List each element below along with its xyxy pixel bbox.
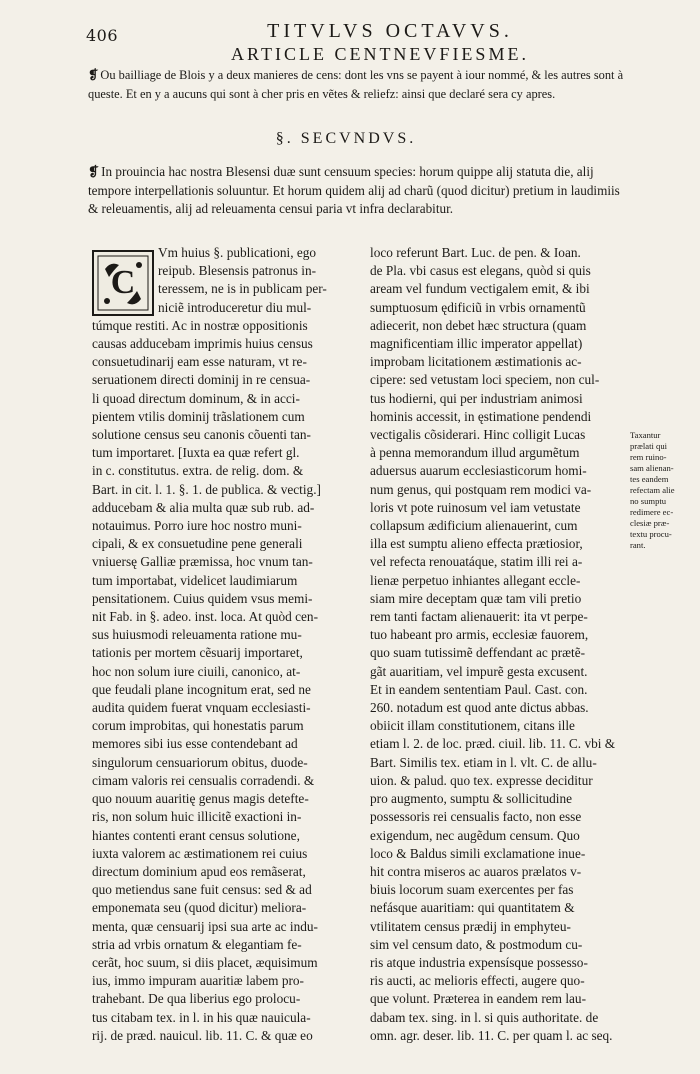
right-column-line: cipere: sed vetustam loci speciem, non cul- [370,372,600,388]
left-column-line: directum dominium apud eos remãserat, [92,863,306,879]
margin-note-line: textu procu- [630,529,672,539]
left-column-line: cimam valoris rei censualis corradendi. & [92,772,315,788]
left-column-line: adducebam & alia multa quæ sub rub. ad- [92,499,315,515]
right-column-line: exigendum, nec augẽdum censum. Quo [370,827,580,843]
latin-intro-text: In prouincia hac nostra Blesensi duæ sunt censuum species: horum quippe alij statuta die, alij tempore interpellationis soluuntur. Et horum quidem alij ad charũ (quod dicitur) pretium in laudimiis & releuamentis, alij ad releuamenta censui paria vt infra declarabitur. [88,164,620,216]
left-column-line: quo metiendus sane fuit census: sed & ad [92,882,312,898]
left-column-line: iuxta valorem ac æstimationem rei cuius [92,845,308,861]
left-column-line: hiantes contenti erant census solutione, [92,827,300,843]
left-column-line: Bart. in cit. l. 1. §. 1. de publica. & vectig.] [92,481,321,497]
right-column-line: Bart. Similis tex. etiam in l. vlt. C. de allu- [370,754,597,770]
right-column-line: siam mire deceptam quæ tam vili pretio [370,590,582,606]
right-column-line: improbam licitationem æstimationis ac- [370,354,582,370]
right-column-line: biuis locorum suam exercentes per fas [370,882,574,898]
right-column-line: rem tanti factam alienauerit: ita vt perpe- [370,609,588,625]
left-column-line: cipali, & ex consuetudine pene generali [92,536,303,552]
paragraph-marker-icon: ❡ [88,164,100,179]
right-column-line: que volunt. Præterea in eandem rem lau- [370,991,587,1007]
left-column-line: seruationem directi dominij in re censua- [92,372,311,388]
left-column-line: tationis per mortem cẽsuarij importaret, [92,645,303,661]
french-paragraph-text: Ou bailliage de Blois y a deux manieres de cens: dont les vns se payent à iour nommé, & les autres sont à queste. Et en y a aucuns qui sont à cher pris en vẽtes & reliefz: ainsi que declaré sera cy apres. [88,68,624,101]
left-column-line: hoc non solum iure ciuili, canonico, at- [92,663,301,679]
left-column-line: vniuersę Galliæ præmissa, hoc vnum tan- [92,554,313,570]
initial-letter: C [110,264,136,301]
running-head: TITVLVS OCTAVVS. [267,20,513,42]
right-column-line: adiecerit, non debet hæc structura (quam [370,317,587,333]
left-column-line: cerãt, hoc suum, si diis placet, æquisimum [92,954,318,970]
right-column-line: gãt auaritiam, vel impurẽ gesta excusent. [370,663,588,679]
right-column-line: tuo habeant pro armis, ecclesiæ fauorem, [370,627,589,643]
right-column-line: loris vt pote ruinosum vel iam vetustate [370,499,581,515]
left-column-line: in c. constitutus. extra. de relig. dom. & [92,463,304,479]
margin-note-line: sam alienan- [630,463,674,473]
left-column [92,244,348,1045]
right-column-line: magnificentiam illic imperator appellat) [370,336,583,352]
left-column-line: solutione census seu canonis cõuenti tan- [92,427,311,443]
right-column-line: nefásque auaritiam: qui quantitatem & [370,900,575,916]
left-column-line: tum importabat, videlicet laudimiarum [92,572,298,588]
right-column-line: vectigalis cõsiderari. Hinc colligit Lucas [370,427,586,443]
right-column-line: uion. & palud. quo tex. expresse deciditur [370,772,593,788]
margin-note-line: prælati qui [630,441,667,451]
right-column-line: vtilitatem census prædij in emphyteu- [370,918,571,934]
margin-note-line: rant. [630,540,646,550]
right-column [370,244,626,1045]
left-column-line: rij. de præd. nauicul. lib. 11. C. & quæ eo [92,1027,313,1043]
right-column-line: tus hodierni, qui per industriam animosi [370,390,583,406]
left-column-line: menta, quæ censuarij ipsi sua arte ac indu- [92,918,318,934]
french-paragraph [88,66,628,104]
right-column-line: hit contra miseros ac auaros prælatos v- [370,863,582,879]
margin-note-line: clesiæ præ- [630,518,670,528]
left-column-line: li quoad directum dominum, & in acci- [92,390,300,406]
right-column-line: aduersus auarum ecclesiasticorum homi- [370,463,587,479]
paragraph-marker-icon: ❡ [88,68,99,82]
right-column-line: Et in eandem sententiam Paul. Cast. con. [370,681,588,697]
right-column-line: pro augmento, sumptu & sollicitudine [370,791,573,807]
margin-note-line: tes eandem [630,474,669,484]
left-column-line: nit Fab. in §. adeo. inst. loca. At quòd cen- [92,609,319,625]
right-column-line: illa est sumptu alieno effecta prætiosior, [370,536,583,552]
left-column-line: ris, non solum huic illicitẽ exactioni in- [92,809,302,825]
left-column-line: túmque restiti. Ac in nostræ oppositionis [92,317,308,333]
right-column-line: dabam tex. sing. in l. si quis authoritate. de [370,1009,599,1025]
margin-note-line: rem ruino- [630,452,667,462]
left-column-line: consuetudinarij eam esse naturam, vt re- [92,354,307,370]
left-column-line: emponemata seu (quod dicitur) meliora- [92,900,307,916]
left-column-line: stria ad vrbis ornatum & elegantiam fe- [92,936,302,952]
left-column-line: notauimus. Porro iure hoc nostro muni- [92,518,302,534]
margin-note-line: refectam alie [630,485,675,495]
left-column-line: niciẽ introduceretur diu mul- [158,299,312,315]
left-column-line: Vm huius §. publicationi, ego [158,245,317,260]
right-column-line: loco referunt Bart. Luc. de pen. & Ioan. [370,245,581,260]
left-column-line: que feudali plane incognitum erat, sed ne [92,681,311,697]
latin-intro-paragraph [88,163,628,219]
right-column-line: possessoris rei censualis facto, non esse [370,809,582,825]
right-column-line: ris aucti, ac melioris effecti, augere quo- [370,973,585,989]
right-column-line: loco & Baldus simili exclamatione inue- [370,845,586,861]
left-column-line: reipub. Blesensis patronus in- [158,263,317,279]
right-column-line: collapsum ædificium alienauerint, cum [370,518,578,534]
left-column-line: tum importaret. [Iuxta ea quæ refert gl. [92,445,300,461]
right-column-line: aream vel fundum vectigalem emit, & ibi [370,281,590,297]
left-column-line: audita quidem fuerat vnquam ecclesiasti- [92,700,311,716]
right-column-line: sumptuosum ędificiũ in vrbis ornamentũ [370,299,586,315]
left-column-line: ius, immo impuram auaritiæ labem pro- [92,973,304,989]
right-column-line: 260. notadum est quod ante dictus abbas. [370,700,589,716]
margin-note [630,430,692,551]
right-column-line: sim vel censum dato, & postmodum cu- [370,936,583,952]
left-column-line: singulorum censuariorum obitus, duode- [92,754,308,770]
left-column-line: corum improbitas, qui honestatis parum [92,718,304,734]
page-number: 406 [86,26,119,45]
margin-note-line: Taxantur [630,430,661,440]
right-column-line: num genus, qui postquam rem modici va- [370,481,592,497]
left-column-line: trahebant. De qua liberius ego prolocu- [92,991,301,1007]
right-column-line: quo suam tutissimẽ deffendant ac prætẽ- [370,645,586,661]
right-column-line: lienæ perpetuo inhiantes allegant eccle- [370,572,581,588]
left-column-line: sus huiusmodi releuamenta ratione mu- [92,627,302,643]
right-column-line: omn. agr. deser. lib. 11. C. per quam l. ac seq. [370,1027,613,1043]
right-column-line: à penna memorandum illud argumẽtum [370,445,580,461]
margin-note-line: redimere ec- [630,507,674,517]
left-column-line: causas adducebam imprimis huius census [92,336,313,352]
margin-note-line: no sumptu [630,496,667,506]
left-column-line: pientem vtilis dominij trãslationem cum [92,408,305,424]
left-column-line: teressem, ne is in publicam per- [158,281,327,297]
right-column-line: de Pla. vbi casus est elegans, quòd si quis [370,263,591,279]
section-title: §. SECVNDVS. [275,130,417,147]
left-column-line: pensitationem. Cuius quidem vsus memi- [92,590,313,606]
article-title: ARTICLE CENTNEVFIESME. [231,44,529,64]
right-column-line: hominis accessit, in ęstimatione pendendi [370,408,592,424]
left-column-line: tus citabam tex. in l. in his quæ nauicula- [92,1009,311,1025]
left-column-line: quo nouum auaritię genus magis detefte- [92,791,309,807]
right-column-line: etiam l. 2. de loc. præd. ciuil. lib. 11. C. vbi & [370,736,616,752]
left-column-line: memores sibi ius esse contendebant ad [92,736,298,752]
right-column-line: vel refecta renouatáque, statim illi rei a- [370,554,583,570]
right-column-line: ris atque industria expensísque possesso- [370,954,588,970]
right-column-line: obiicit illam constitutionem, citans ille [370,718,575,734]
